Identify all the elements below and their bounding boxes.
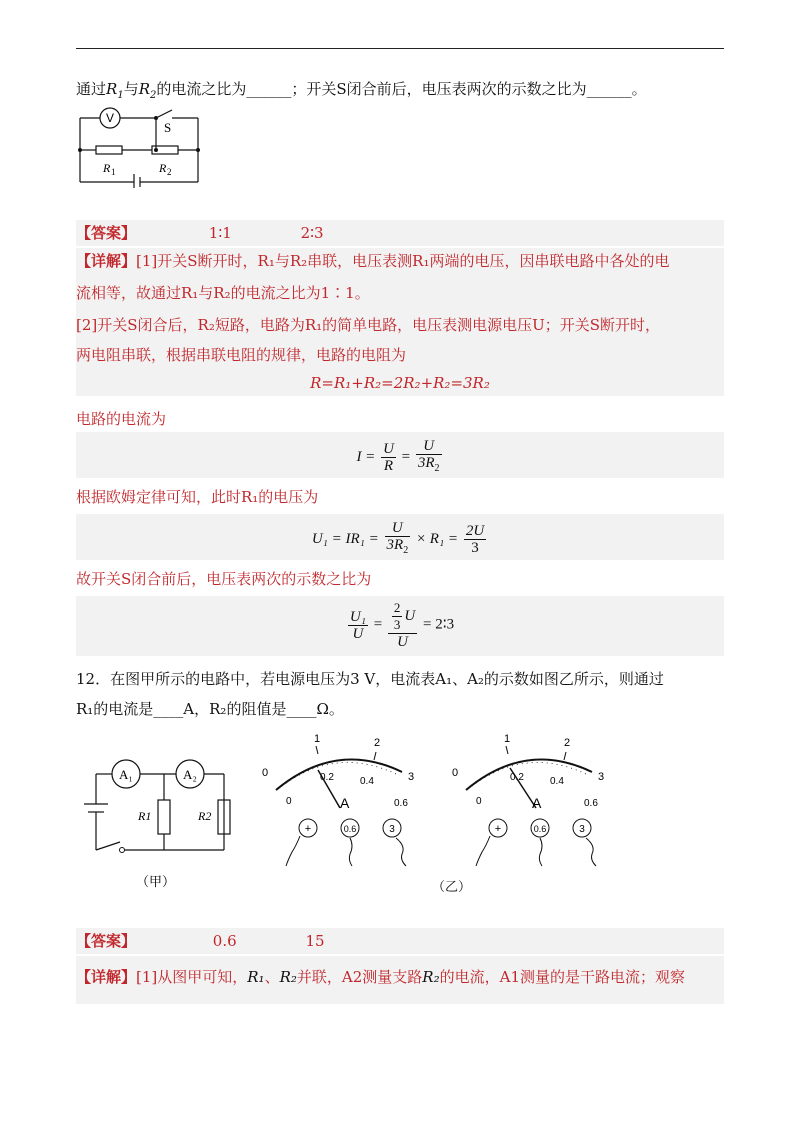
svg-text:2: 2: [564, 737, 571, 749]
svg-text:S: S: [164, 120, 172, 135]
svg-text:0: 0: [262, 767, 269, 779]
svg-text:0.2: 0.2: [320, 772, 334, 783]
detail-11-line6: 根据欧姆定律可知，此时R₁的电压为: [76, 488, 319, 506]
q12-line1: 12．在图甲所示的电路中，若电源电压为3 V，电流表A₁、A₂的示数如图乙所示，则通过: [76, 670, 664, 688]
equation-voltage: U₁ = IR₁ = $\frac{U}{3R_2}$ × R₁ = $\frac{2U}{3}$: [311, 520, 485, 556]
svg-text:3: 3: [598, 771, 605, 783]
detail-11-eq1: R=R₁+R₂=2R₂+R₂=3R₂: [310, 374, 490, 392]
q11-circuit-diagram: [76, 106, 206, 188]
svg-text:0.6: 0.6: [584, 798, 598, 809]
detail-11-line2: 流相等，故通过R₁与R₂的电流之比为1∶1。: [76, 284, 370, 302]
svg-text:R1: R1: [138, 809, 152, 823]
answer-12: 【答案】 0.6 15: [76, 932, 325, 950]
svg-text:+: +: [494, 823, 502, 835]
svg-text:R: R: [159, 161, 167, 175]
svg-text:0.4: 0.4: [550, 776, 564, 787]
q11-question-line: 通过$R_1$与$R_2$的电流之比为______；开关S闭合前后，电压表两次的示数之比为______。: [76, 80, 647, 101]
svg-text:1: 1: [504, 733, 511, 745]
svg-text:0.6: 0.6: [343, 824, 357, 834]
fig-yi-caption: （乙）: [432, 880, 472, 895]
header-rule: [76, 48, 724, 49]
ammeter-1: [256, 728, 426, 868]
detail-11-line1: 【详解】[1]开关S断开时，R₁与R₂串联，电压表测R₁两端的电压，因串联电路中各处的电: [76, 252, 670, 270]
svg-text:0: 0: [286, 796, 292, 807]
svg-text:3: 3: [408, 771, 415, 783]
svg-text:0: 0: [476, 796, 482, 807]
eq4-band: [76, 596, 724, 656]
ammeter-2: [446, 728, 626, 868]
svg-text:+: +: [304, 823, 312, 835]
detail-11-line3: [2]开关S闭合后，R₂短路，电路为R₁的简单电路，电压表测电源电压U；开关S断开时，: [76, 316, 661, 334]
equation-ratio: $\frac{\text{U₁}}{U}$ = $\frac{2}{3}$ U U = 2∶3: [349, 600, 455, 650]
svg-text:A₁: A₁: [119, 767, 133, 782]
detail-11-line5: 电路的电流为: [76, 410, 167, 428]
svg-text:3: 3: [389, 824, 395, 835]
svg-text:R: R: [103, 161, 111, 175]
svg-text:2: 2: [374, 737, 381, 749]
svg-text:3: 3: [579, 824, 585, 835]
svg-text:0.2: 0.2: [510, 772, 524, 783]
svg-text:2: 2: [167, 167, 172, 177]
q12-circuit-jia: [76, 754, 246, 894]
eq2-band: [76, 432, 724, 478]
svg-text:1: 1: [314, 733, 321, 745]
svg-text:0.6: 0.6: [533, 824, 547, 834]
detail-11-line7: 故开关S闭合前后，电压表两次的示数之比为: [76, 570, 372, 588]
detail-11-line4: 两电阻串联，根据串联电阻的规律，电路的电阻为: [76, 346, 407, 364]
svg-text:0: 0: [452, 767, 459, 779]
svg-text:0.6: 0.6: [394, 798, 408, 809]
svg-text:A₂: A₂: [183, 767, 197, 782]
svg-text:1: 1: [111, 167, 116, 177]
svg-text:V: V: [105, 111, 115, 125]
detail-12-line1: 【详解】[1]从图甲可知，R₁、R₂并联，A2测量支路R₂的电流，A1测量的是干路电流；观察: [76, 968, 685, 986]
svg-text:（甲）: （甲）: [136, 875, 176, 890]
eq3-band: [76, 514, 724, 560]
svg-text:R2: R2: [198, 809, 212, 823]
equation-current: I = $\frac{U}{R}$ = $\frac{U}{3R_2}$: [356, 438, 440, 474]
svg-text:0.4: 0.4: [360, 776, 374, 787]
svg-text:A: A: [340, 795, 350, 811]
answer-11: 【答案】 1∶1 2∶3: [76, 224, 324, 242]
svg-text:A: A: [532, 795, 542, 811]
q12-line2: R₁的电流是____A，R₂的阻值是____Ω。: [76, 700, 344, 718]
